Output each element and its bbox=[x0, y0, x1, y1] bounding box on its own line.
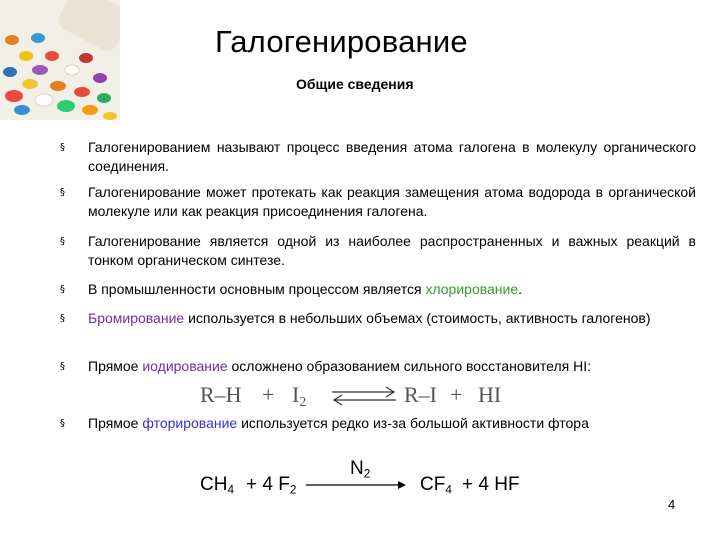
pills-photo bbox=[0, 0, 120, 120]
eq2-4f: + 4 F bbox=[246, 474, 290, 495]
bullet-text bbox=[88, 414, 696, 433]
slide-subtitle: Общие сведения bbox=[296, 76, 414, 92]
bullet-marker-icon: § bbox=[60, 284, 65, 295]
bullet-text-after: осложнено образованием сильного восстановителя HI: bbox=[227, 358, 591, 374]
iodination-equation bbox=[200, 382, 500, 412]
eq1-product-ri: R–I bbox=[404, 382, 437, 407]
equilibrium-arrows-icon bbox=[330, 384, 398, 408]
eq1-reactant-rh: R–H bbox=[200, 382, 242, 407]
eq2-ch: CH bbox=[200, 474, 228, 495]
bullet-text-after: используется в небольших объемах (стоимость, активность галогенов) bbox=[184, 310, 651, 326]
bullet-text: Галогенирование может протекать как реакция замещения атома водорода в органической молекуле или как реакция присоединения галогена. bbox=[88, 184, 696, 219]
bullet-text bbox=[88, 309, 696, 328]
eq1-i-sub: 2 bbox=[299, 394, 307, 410]
bullet-marker-icon: § bbox=[60, 187, 65, 198]
bullet-text-before: В промышленности основным процессом является bbox=[88, 281, 426, 297]
fluorination-equation bbox=[200, 460, 540, 500]
bullet-marker-icon: § bbox=[60, 418, 65, 429]
eq2-n: N bbox=[350, 458, 364, 479]
eq2-product-hf: + 4 HF bbox=[462, 474, 520, 495]
term-bromination: Бромирование bbox=[88, 310, 185, 326]
eq2-f-sub: 2 bbox=[289, 483, 297, 497]
eq1-product-hi: HI bbox=[478, 382, 502, 407]
reaction-arrow-icon bbox=[304, 478, 408, 492]
slide-title: Галогенирование bbox=[215, 24, 468, 59]
eq2-cf: CF bbox=[420, 474, 446, 495]
eq2-product-cf4 bbox=[420, 474, 452, 497]
eq2-reactant-ch4 bbox=[200, 474, 234, 497]
eq1-plus: + bbox=[262, 382, 275, 407]
eq2-cf-sub: 4 bbox=[445, 483, 452, 497]
eq1-plus2: + bbox=[450, 382, 463, 407]
eq1-reactant-i2 bbox=[292, 382, 306, 410]
bullet-text-before: Прямое bbox=[88, 415, 143, 431]
bullet-text-before: Прямое bbox=[88, 358, 143, 374]
page-number: 4 bbox=[668, 497, 676, 512]
bullet-marker-icon: § bbox=[60, 361, 65, 372]
bullet-marker-icon: § bbox=[60, 236, 65, 247]
eq2-ch-sub: 4 bbox=[227, 483, 234, 497]
eq1-i: I bbox=[292, 382, 300, 407]
bullet-text-after: используется редко из-за большой активности фтора bbox=[237, 415, 589, 431]
bullet-marker-icon: § bbox=[60, 313, 65, 324]
bullet-text bbox=[88, 357, 696, 376]
term-chlorination: хлорирование bbox=[425, 281, 519, 297]
bullet-text: Галогенированием называют процесс введения атома галогена в молекулу органического соединения. bbox=[88, 139, 696, 174]
bullet-marker-icon: § bbox=[60, 142, 65, 153]
bullet-text-after: . bbox=[518, 281, 523, 297]
eq2-n-sub: 2 bbox=[363, 467, 371, 481]
eq2-reactant-f2 bbox=[246, 474, 296, 497]
bullet-text bbox=[88, 280, 696, 299]
term-iodination: иодирование bbox=[142, 358, 228, 374]
pills-image bbox=[0, 0, 120, 120]
bullet-text: Галогенирование является одной из наиболее распространенных и важных реакций в тонком органическом синтезе. bbox=[88, 233, 696, 268]
term-fluorination: фторирование bbox=[142, 415, 238, 431]
